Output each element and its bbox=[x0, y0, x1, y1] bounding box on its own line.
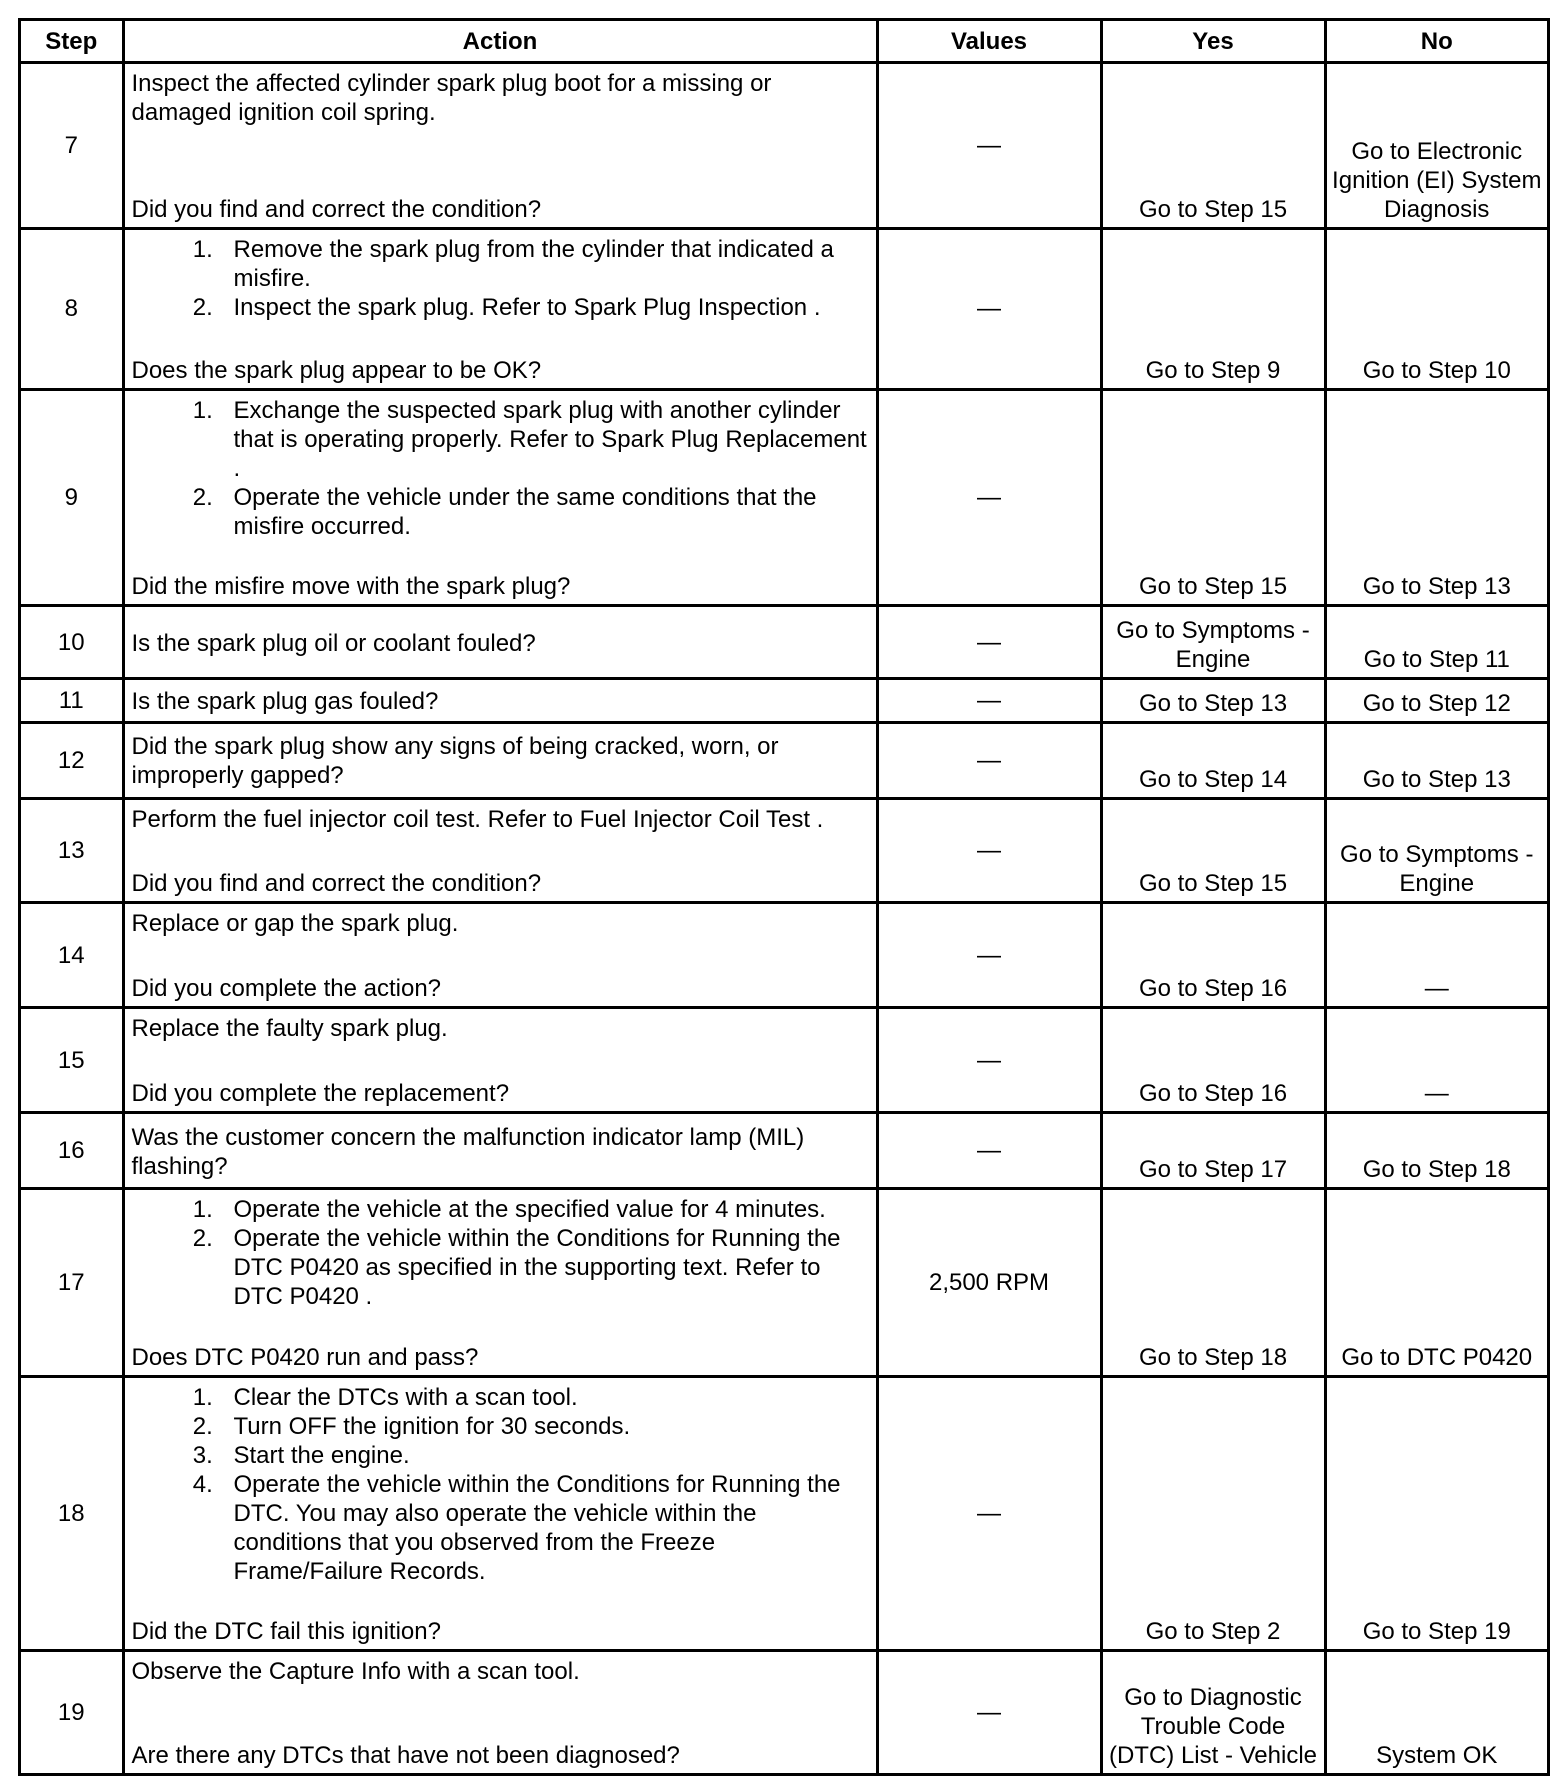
action-content bbox=[132, 685, 868, 718]
action-cell bbox=[123, 1007, 877, 1113]
action-step-list bbox=[132, 396, 868, 541]
action-question: Is the spark plug gas fouled? bbox=[131, 687, 439, 715]
action-cell bbox=[123, 63, 877, 229]
action-question: Did the DTC fail this ignition? bbox=[131, 1618, 441, 1646]
yes-cell: Go to Diagnostic Trouble Code (DTC) List - Vehicle bbox=[1101, 1651, 1325, 1773]
action-cell bbox=[123, 722, 877, 798]
action-cell bbox=[123, 678, 877, 722]
step-number: 13 bbox=[21, 798, 123, 903]
yes-cell: Go to Symptoms - Engine bbox=[1101, 606, 1325, 679]
action-step-item: 2. Operate the vehicle within the Conditions for Running the DTC P0420 as specified in the supporting text. Refer to DTC P0420 . bbox=[220, 1224, 868, 1311]
table-row bbox=[21, 1651, 1547, 1773]
action-content bbox=[132, 1195, 868, 1372]
action-question: Does DTC P0420 run and pass? bbox=[131, 1344, 479, 1372]
action-cell bbox=[123, 1651, 877, 1773]
step-number: 11 bbox=[21, 678, 123, 722]
action-step-item: 1. Operate the vehicle at the specified value for 4 minutes. bbox=[220, 1195, 868, 1224]
no-cell: Go to Step 12 bbox=[1325, 678, 1547, 722]
table-row bbox=[21, 1007, 1547, 1113]
action-content bbox=[132, 69, 868, 224]
no-cell: — bbox=[1325, 903, 1547, 1008]
table-row bbox=[21, 63, 1547, 229]
action-content bbox=[132, 235, 868, 385]
step-number: 7 bbox=[21, 63, 123, 229]
values-cell: — bbox=[877, 1113, 1101, 1189]
yes-cell: Go to Step 18 bbox=[1101, 1189, 1325, 1377]
values-cell: — bbox=[877, 722, 1101, 798]
no-cell: Go to Step 13 bbox=[1325, 389, 1547, 606]
action-cell bbox=[123, 798, 877, 903]
no-cell: — bbox=[1325, 1007, 1547, 1113]
action-instructions bbox=[132, 1195, 868, 1311]
step-number: 10 bbox=[21, 606, 123, 679]
action-text: Inspect the affected cylinder spark plug boot for a missing or damaged ignition coil spring. bbox=[131, 70, 772, 126]
yes-cell: Go to Step 16 bbox=[1101, 1007, 1325, 1113]
table-row bbox=[21, 606, 1547, 679]
table-row bbox=[21, 229, 1547, 390]
action-step-item: 2. Operate the vehicle under the same conditions that the misfire occurred. bbox=[220, 483, 868, 541]
yes-cell: Go to Step 15 bbox=[1101, 798, 1325, 903]
no-cell: Go to Symptoms - Engine bbox=[1325, 798, 1547, 903]
action-content bbox=[132, 1014, 868, 1109]
action-question: Did the misfire move with the spark plug? bbox=[131, 573, 571, 601]
action-question: Did you find and correct the condition? bbox=[131, 870, 542, 898]
step-number: 16 bbox=[21, 1113, 123, 1189]
values-cell: — bbox=[877, 229, 1101, 390]
action-content bbox=[132, 909, 868, 1003]
action-cell bbox=[123, 1377, 877, 1651]
step-number: 12 bbox=[21, 722, 123, 798]
action-step-list bbox=[132, 1195, 868, 1311]
table-row bbox=[21, 798, 1547, 903]
yes-cell: Go to Step 17 bbox=[1101, 1113, 1325, 1189]
action-question: Did the spark plug show any signs of being cracked, worn, or improperly gapped? bbox=[131, 733, 779, 790]
diagnostic-table-container bbox=[18, 18, 1550, 1776]
values-cell: — bbox=[877, 389, 1101, 606]
no-cell: Go to Step 10 bbox=[1325, 229, 1547, 390]
action-question: Was the customer concern the malfunction indicator lamp (MIL) flashing? bbox=[131, 1123, 805, 1180]
values-cell: — bbox=[877, 903, 1101, 1008]
action-step-list bbox=[132, 235, 868, 322]
values-cell: — bbox=[877, 678, 1101, 722]
action-step-item: 1. Remove the spark plug from the cylinder that indicated a misfire. bbox=[220, 235, 868, 293]
action-instructions bbox=[132, 69, 868, 127]
no-cell: Go to Step 13 bbox=[1325, 722, 1547, 798]
values-cell: — bbox=[877, 798, 1101, 903]
action-instructions bbox=[132, 805, 868, 834]
no-cell: Go to Step 11 bbox=[1325, 606, 1547, 679]
table-row bbox=[21, 1377, 1547, 1651]
header-values: Values bbox=[877, 21, 1101, 63]
header-step: Step bbox=[21, 21, 123, 63]
action-step-item: 2. Inspect the spark plug. Refer to Spark Plug Inspection . bbox=[220, 293, 868, 322]
action-instructions bbox=[132, 1014, 868, 1043]
yes-cell: Go to Step 16 bbox=[1101, 903, 1325, 1008]
step-number: 17 bbox=[21, 1189, 123, 1377]
yes-cell: Go to Step 13 bbox=[1101, 678, 1325, 722]
table-row bbox=[21, 389, 1547, 606]
action-instructions bbox=[132, 909, 868, 938]
action-text: Replace the faulty spark plug. bbox=[131, 1014, 448, 1042]
action-instructions bbox=[132, 235, 868, 322]
action-step-item: 2. Turn OFF the ignition for 30 seconds. bbox=[220, 1412, 868, 1441]
action-question: Did you find and correct the condition? bbox=[131, 196, 542, 224]
action-step-list bbox=[132, 1383, 868, 1586]
header-action: Action bbox=[123, 21, 877, 63]
action-content bbox=[132, 805, 868, 899]
action-cell bbox=[123, 903, 877, 1008]
action-text: Perform the fuel injector coil test. Refer to Fuel Injector Coil Test . bbox=[131, 805, 824, 833]
no-cell: System OK bbox=[1325, 1651, 1547, 1773]
yes-cell: Go to Step 9 bbox=[1101, 229, 1325, 390]
values-cell: — bbox=[877, 606, 1101, 679]
action-question: Did you complete the action? bbox=[131, 974, 442, 1002]
no-cell: Go to Electronic Ignition (EI) System Diagnosis bbox=[1325, 63, 1547, 229]
table-row bbox=[21, 903, 1547, 1008]
values-cell: — bbox=[877, 63, 1101, 229]
action-question: Did you complete the replacement? bbox=[131, 1080, 510, 1108]
action-text: Observe the Capture Info with a scan tool. bbox=[131, 1658, 580, 1686]
table-row bbox=[21, 678, 1547, 722]
action-content bbox=[132, 396, 868, 602]
values-cell: — bbox=[877, 1651, 1101, 1773]
action-question: Does the spark plug appear to be OK? bbox=[131, 356, 542, 384]
action-content bbox=[132, 1383, 868, 1646]
action-step-item: 1. Exchange the suspected spark plug with another cylinder that is operating properly. Refer to Spark Plug Replacement . bbox=[220, 396, 868, 483]
step-number: 14 bbox=[21, 903, 123, 1008]
yes-cell: Go to Step 2 bbox=[1101, 1377, 1325, 1651]
action-step-item: 1. Clear the DTCs with a scan tool. bbox=[220, 1383, 868, 1412]
values-cell: 2,500 RPM bbox=[877, 1189, 1101, 1377]
action-content bbox=[132, 612, 868, 674]
action-content bbox=[132, 1119, 868, 1184]
action-cell bbox=[123, 229, 877, 390]
table-row bbox=[21, 1189, 1547, 1377]
step-number: 9 bbox=[21, 389, 123, 606]
action-cell bbox=[123, 389, 877, 606]
header-yes: Yes bbox=[1101, 21, 1325, 63]
yes-cell: Go to Step 15 bbox=[1101, 389, 1325, 606]
no-cell: Go to Step 19 bbox=[1325, 1377, 1547, 1651]
action-instructions bbox=[132, 1657, 868, 1686]
action-cell bbox=[123, 1113, 877, 1189]
action-question: Are there any DTCs that have not been diagnosed? bbox=[131, 1741, 680, 1769]
values-cell: — bbox=[877, 1007, 1101, 1113]
action-instructions bbox=[132, 1383, 868, 1586]
action-content bbox=[132, 729, 868, 794]
step-number: 19 bbox=[21, 1651, 123, 1773]
diagnostic-table bbox=[21, 21, 1547, 1773]
no-cell: Go to DTC P0420 bbox=[1325, 1189, 1547, 1377]
table-row bbox=[21, 1113, 1547, 1189]
action-step-item: 3. Start the engine. bbox=[220, 1441, 868, 1470]
action-cell bbox=[123, 1189, 877, 1377]
step-number: 18 bbox=[21, 1377, 123, 1651]
action-step-item: 4. Operate the vehicle within the Conditions for Running the DTC. You may also operate the vehicle within the conditions that you observed from the Freeze Frame/Failure Records. bbox=[220, 1470, 868, 1586]
action-text: Replace or gap the spark plug. bbox=[131, 910, 459, 938]
table-row bbox=[21, 722, 1547, 798]
header-no: No bbox=[1325, 21, 1547, 63]
yes-cell: Go to Step 15 bbox=[1101, 63, 1325, 229]
action-cell bbox=[123, 606, 877, 679]
action-content bbox=[132, 1657, 868, 1770]
action-question: Is the spark plug oil or coolant fouled? bbox=[131, 629, 536, 657]
values-cell: — bbox=[877, 1377, 1101, 1651]
table-header-row bbox=[21, 21, 1547, 63]
step-number: 15 bbox=[21, 1007, 123, 1113]
action-instructions bbox=[132, 396, 868, 541]
yes-cell: Go to Step 14 bbox=[1101, 722, 1325, 798]
step-number: 8 bbox=[21, 229, 123, 390]
no-cell: Go to Step 18 bbox=[1325, 1113, 1547, 1189]
